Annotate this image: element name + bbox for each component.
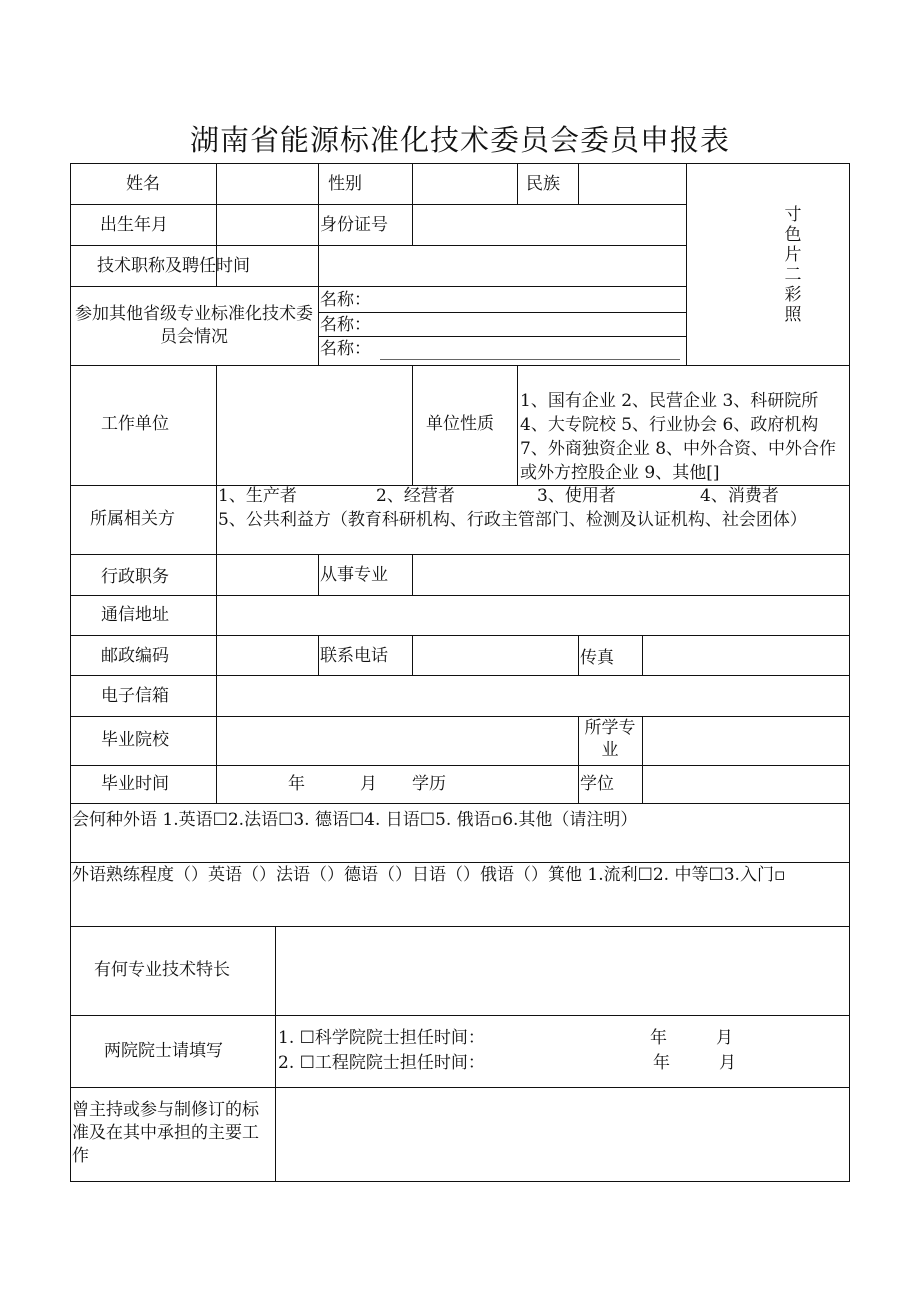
col-line — [412, 635, 413, 675]
label-work-unit: 工作单位 — [101, 414, 169, 434]
label-academician: 两院院士请填写 — [104, 1041, 223, 1061]
row-line — [70, 1087, 850, 1088]
label-related-party: 所属相关方 — [90, 509, 175, 529]
label-name: 姓名 — [126, 174, 160, 194]
col-line — [216, 365, 217, 485]
col-line — [578, 163, 579, 204]
label-fax: 传真 — [580, 648, 614, 668]
col-line — [318, 554, 319, 595]
academician-line-2: 2. ☐工程院院士担任时间： — [278, 1053, 485, 1073]
col-line — [318, 163, 319, 365]
name-line — [318, 336, 686, 337]
label-birth: 出生年月 — [100, 215, 168, 235]
label-education: 学历 — [412, 774, 446, 794]
academician-line-1: 1. ☐科学院院士担任时间： — [278, 1028, 485, 1048]
application-form — [70, 163, 850, 1182]
col-line — [412, 365, 413, 485]
row-line — [70, 765, 850, 766]
label-address: 通信地址 — [101, 605, 169, 625]
committee-name-1: 名称： — [320, 290, 371, 310]
table-border-left — [70, 163, 71, 1182]
col-line — [216, 554, 217, 803]
grad-month-unit: 月 — [360, 774, 377, 794]
label-school: 毕业院校 — [101, 730, 169, 750]
party-option-4: 4、消费者 — [700, 486, 779, 506]
label-unit-nature: 单位性质 — [426, 414, 494, 434]
label-specialty: 有何专业技术特长 — [94, 960, 230, 980]
label-title-time: 技术职称及聘任时间 — [97, 256, 250, 276]
label-degree: 学位 — [580, 774, 614, 794]
label-profession: 从事专业 — [320, 565, 388, 585]
language-fluency-row: 外语熟练程度（）英语（）法语（）德语（）日语（）俄语（）箕他 1.流利☐2. 中等☐3.入门▫ — [72, 865, 786, 885]
name-line — [318, 312, 686, 313]
col-line — [642, 716, 643, 803]
col-line — [216, 485, 217, 554]
party-option-5: 5、公共利益方（教育科研机构、行政主管部门、检测及认证机构、社会团体） — [218, 510, 807, 530]
label-postal-code: 邮政编码 — [101, 646, 169, 666]
label-major-studied: 所学专业 — [584, 718, 636, 760]
party-option-2: 2、经营者 — [376, 486, 455, 506]
col-line — [686, 163, 687, 365]
label-grad-time: 毕业时间 — [101, 774, 169, 794]
languages-row: 会何种外语 1.英语☐2.法语☐3. 德语☐4. 日语☐5. 俄语▫6.其他（请注明） — [72, 810, 638, 830]
academician-year-2: 年 — [653, 1053, 670, 1073]
col-line — [642, 635, 643, 675]
row-line — [70, 245, 686, 246]
col-line — [275, 926, 276, 1182]
row-line — [70, 1015, 850, 1016]
row-line — [70, 204, 686, 205]
academician-month-1: 月 — [716, 1028, 733, 1048]
col-line — [517, 163, 518, 204]
row-line — [70, 286, 686, 287]
table-border-bottom — [70, 1181, 850, 1182]
row-line — [70, 365, 850, 366]
row-line — [70, 554, 850, 555]
table-border-right — [849, 163, 850, 1182]
photo-placeholder: 寸色片二彩照 — [784, 205, 802, 325]
grad-year-unit: 年 — [288, 774, 305, 794]
col-line — [412, 163, 413, 245]
row-line — [70, 803, 850, 804]
committee-name-3: 名称： — [320, 339, 371, 359]
party-option-1: 1、生产者 — [218, 486, 297, 506]
academician-month-2: 月 — [719, 1053, 736, 1073]
committee-name-2: 名称： — [320, 315, 371, 335]
col-line — [578, 635, 579, 675]
unit-nature-options: 1、国有企业 2、民营企业 3、科研院所 4、大专院校 5、行业协会 6、政府机构 7、外商独资企业 8、中外合资、中外合作或外方控股企业 9、其他[] — [520, 391, 837, 483]
col-line — [412, 554, 413, 595]
label-standards-work: 曾主持或参与制修订的标准及在其中承担的主要工作 — [72, 1100, 259, 1166]
academician-year-1: 年 — [650, 1028, 667, 1048]
col-line — [318, 635, 319, 675]
row-line — [70, 595, 850, 596]
label-phone: 联系电话 — [320, 646, 388, 666]
row-line — [70, 675, 850, 676]
row-line — [70, 926, 850, 927]
label-ethnicity: 民族 — [526, 174, 560, 194]
party-option-3: 3、使用者 — [537, 486, 616, 506]
page-title: 湖南省能源标准化技术委员会委员申报表 — [189, 123, 730, 157]
row-line — [70, 716, 850, 717]
label-gender: 性别 — [328, 174, 362, 194]
label-admin-position: 行政职务 — [101, 567, 169, 587]
label-id-number: 身份证号 — [320, 215, 388, 235]
label-email: 电子信箱 — [101, 686, 169, 706]
col-line — [517, 365, 518, 485]
row-line — [70, 635, 850, 636]
name-underline — [380, 359, 680, 360]
label-other-committee: 参加其他省级专业标准化技术委员会情况 — [75, 304, 313, 347]
table-border-top — [70, 163, 850, 164]
